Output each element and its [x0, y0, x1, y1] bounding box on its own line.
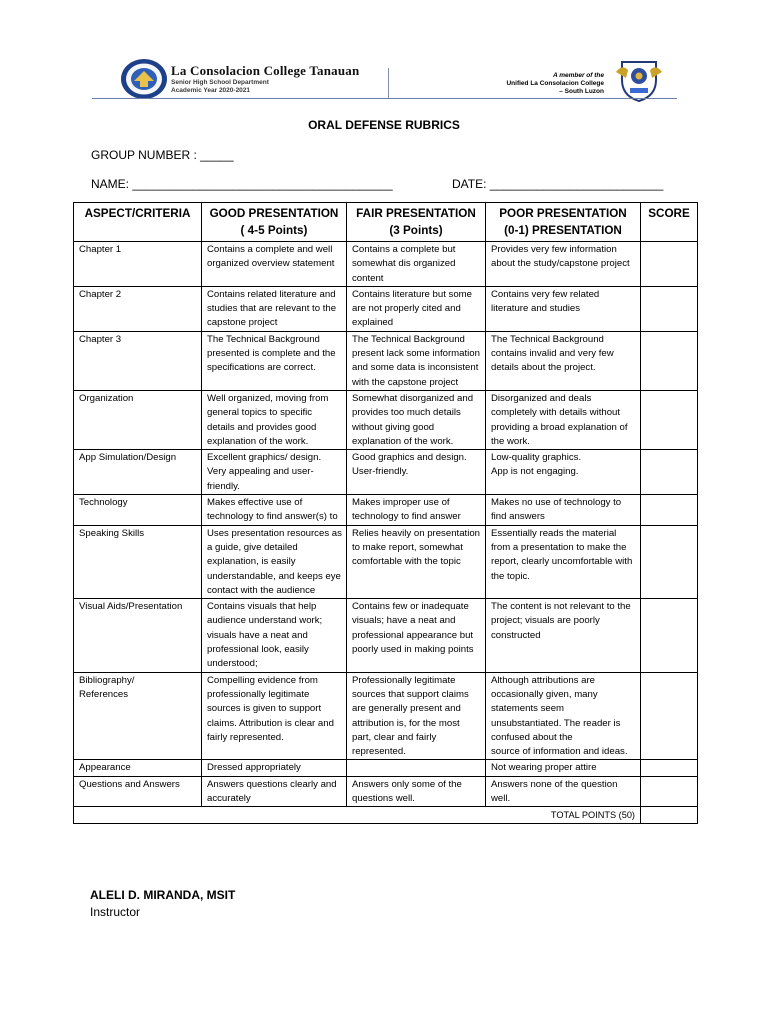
table-row: [74, 599, 698, 672]
header-poor: [486, 203, 641, 242]
fair-cell: Good graphics and design. User-friendly.: [347, 450, 486, 495]
header-rule: [92, 98, 677, 99]
good-cell: Well organized, moving from general topics to specific details and provides good explanation of the work.: [202, 390, 347, 449]
fair-cell: Contains a complete but somewhat dis organized content: [347, 242, 486, 287]
header-line-1: SCORE: [648, 207, 690, 220]
department-label: Senior High School Department: [171, 79, 269, 86]
header-good: [202, 203, 347, 242]
rubric-header-row: [74, 203, 698, 242]
score-cell: [641, 495, 698, 526]
member-line-2: Unified La Consolacion College: [506, 80, 604, 87]
aspect-cell: Organization: [74, 390, 202, 449]
member-line-3: – South Luzon: [559, 88, 604, 95]
membership-note: [506, 72, 604, 96]
score-cell: [641, 331, 698, 390]
header-line-2: (0-1) PRESENTATION: [504, 224, 622, 237]
aspect-cell: Chapter 3: [74, 331, 202, 390]
good-cell: Contains a complete and well organized overview statement: [202, 242, 347, 287]
total-points-label: TOTAL POINTS (50): [74, 807, 641, 823]
score-cell: [641, 242, 698, 287]
aspect-cell: Chapter 2: [74, 286, 202, 331]
aspect-cell: Questions and Answers: [74, 776, 202, 807]
good-cell: Contains visuals that help audience understand work; visuals have a neat and professional look, easily understood;: [202, 599, 347, 672]
score-cell: [641, 599, 698, 672]
poor-cell: Not wearing proper attire: [486, 760, 641, 776]
table-row: [74, 331, 698, 390]
total-row: [74, 807, 698, 823]
good-cell: Contains related literature and studies that are relevant to the capstone project: [202, 286, 347, 331]
document-title: ORAL DEFENSE RUBRICS: [308, 118, 460, 132]
score-cell: [641, 776, 698, 807]
score-cell: [641, 450, 698, 495]
table-row: [74, 525, 698, 598]
poor-cell: The content is not relevant to the project; visuals are poorly constructed: [486, 599, 641, 672]
table-row: [74, 390, 698, 449]
aspect-cell: App Simulation/Design: [74, 450, 202, 495]
group-number-field: GROUP NUMBER : _____: [91, 148, 234, 162]
poor-cell: The Technical Background contains invalid and very few details about the project.: [486, 331, 641, 390]
fair-cell: Answers only some of the questions well.: [347, 776, 486, 807]
score-cell: [641, 390, 698, 449]
good-cell: Makes effective use of technology to find answer(s) to: [202, 495, 347, 526]
fair-cell: Professionally legitimate sources that support claims are generally present and attribution is, for the most part, clear and fairly represented.: [347, 672, 486, 760]
header-aspect: [74, 203, 202, 242]
header-fair: [347, 203, 486, 242]
good-cell: Uses presentation resources as a guide, give detailed explanation, is easily understandable, and keeps eye contact with the audience: [202, 525, 347, 598]
aspect-cell: Technology: [74, 495, 202, 526]
good-cell: The Technical Background presented is complete and the specifications are correct.: [202, 331, 347, 390]
name-field: NAME: _______________________________________: [91, 177, 393, 191]
aspect-cell: Chapter 1: [74, 242, 202, 287]
score-cell: [641, 760, 698, 776]
good-cell: Excellent graphics/ design. Very appealing and user-friendly.: [202, 450, 347, 495]
fair-cell: Contains literature but some are not properly cited and explained: [347, 286, 486, 331]
poor-cell: Provides very few information about the study/capstone project: [486, 242, 641, 287]
poor-cell: Answers none of the question well.: [486, 776, 641, 807]
member-line-1: A member of the: [552, 72, 604, 79]
rubric-body: [74, 242, 698, 824]
instructor-name: ALELI D. MIRANDA, MSIT: [90, 888, 236, 902]
aspect-cell: Visual Aids/Presentation: [74, 599, 202, 672]
header-line-1: FAIR PRESENTATION: [356, 207, 476, 220]
total-score-cell: [641, 807, 698, 823]
header-line-1: ASPECT/CRITERIA: [84, 207, 191, 220]
table-row: [74, 672, 698, 760]
header-divider: [388, 68, 389, 98]
fair-cell: Contains few or inadequate visuals; have a neat and professional appearance but poorly used in making points: [347, 599, 486, 672]
aspect-cell: Bibliography/ References: [74, 672, 202, 760]
rubric-table: [73, 202, 698, 824]
table-row: [74, 776, 698, 807]
header-line-2: (3 Points): [389, 224, 443, 237]
college-seal-logo: [120, 58, 168, 100]
header-line-2: ( 4-5 Points): [240, 224, 308, 237]
poor-cell: Low-quality graphics. App is not engaging.: [486, 450, 641, 495]
table-row: [74, 242, 698, 287]
fair-cell: The Technical Background present lack some information and some data is inconsistent with the capstone project: [347, 331, 486, 390]
college-name: La Consolacion College Tanauan: [171, 63, 360, 78]
fair-cell: Relies heavily on presentation to make report, somewhat comfortable with the topic: [347, 525, 486, 598]
fair-cell: Somewhat disorganized and provides too much details without giving good explanation of the work.: [347, 390, 486, 449]
aspect-cell: Speaking Skills: [74, 525, 202, 598]
poor-cell: Contains very few related literature and studies: [486, 286, 641, 331]
table-row: [74, 450, 698, 495]
poor-cell: Disorganized and deals completely with details without providing a broad explanation of the work.: [486, 390, 641, 449]
good-cell: Dressed appropriately: [202, 760, 347, 776]
fair-cell: Makes improper use of technology to find answer: [347, 495, 486, 526]
poor-cell: Although attributions are occasionally given, many statements seem unsubstantiated. The reader is confused about the source of information and ideas.: [486, 672, 641, 760]
fair-cell: [347, 760, 486, 776]
date-field: DATE: __________________________: [452, 177, 664, 191]
consortium-crest-logo: [614, 58, 664, 102]
instructor-role: Instructor: [90, 905, 141, 919]
header-line-1: POOR PRESENTATION: [499, 207, 627, 220]
score-cell: [641, 672, 698, 760]
aspect-cell: Appearance: [74, 760, 202, 776]
table-row: [74, 495, 698, 526]
good-cell: Answers questions clearly and accurately: [202, 776, 347, 807]
table-row: [74, 286, 698, 331]
score-cell: [641, 286, 698, 331]
academic-year-label: Academic Year 2020-2021: [171, 87, 251, 94]
score-cell: [641, 525, 698, 598]
good-cell: Compelling evidence from professionally legitimate sources is given to support claims. Attribution is clear and fairly represented.: [202, 672, 347, 760]
poor-cell: Makes no use of technology to find answers: [486, 495, 641, 526]
header-line-1: GOOD PRESENTATION: [209, 207, 339, 220]
poor-cell: Essentially reads the material from a presentation to make the report, clearly uncomfortable with the topic.: [486, 525, 641, 598]
table-row: [74, 760, 698, 776]
header-score: [641, 203, 698, 242]
